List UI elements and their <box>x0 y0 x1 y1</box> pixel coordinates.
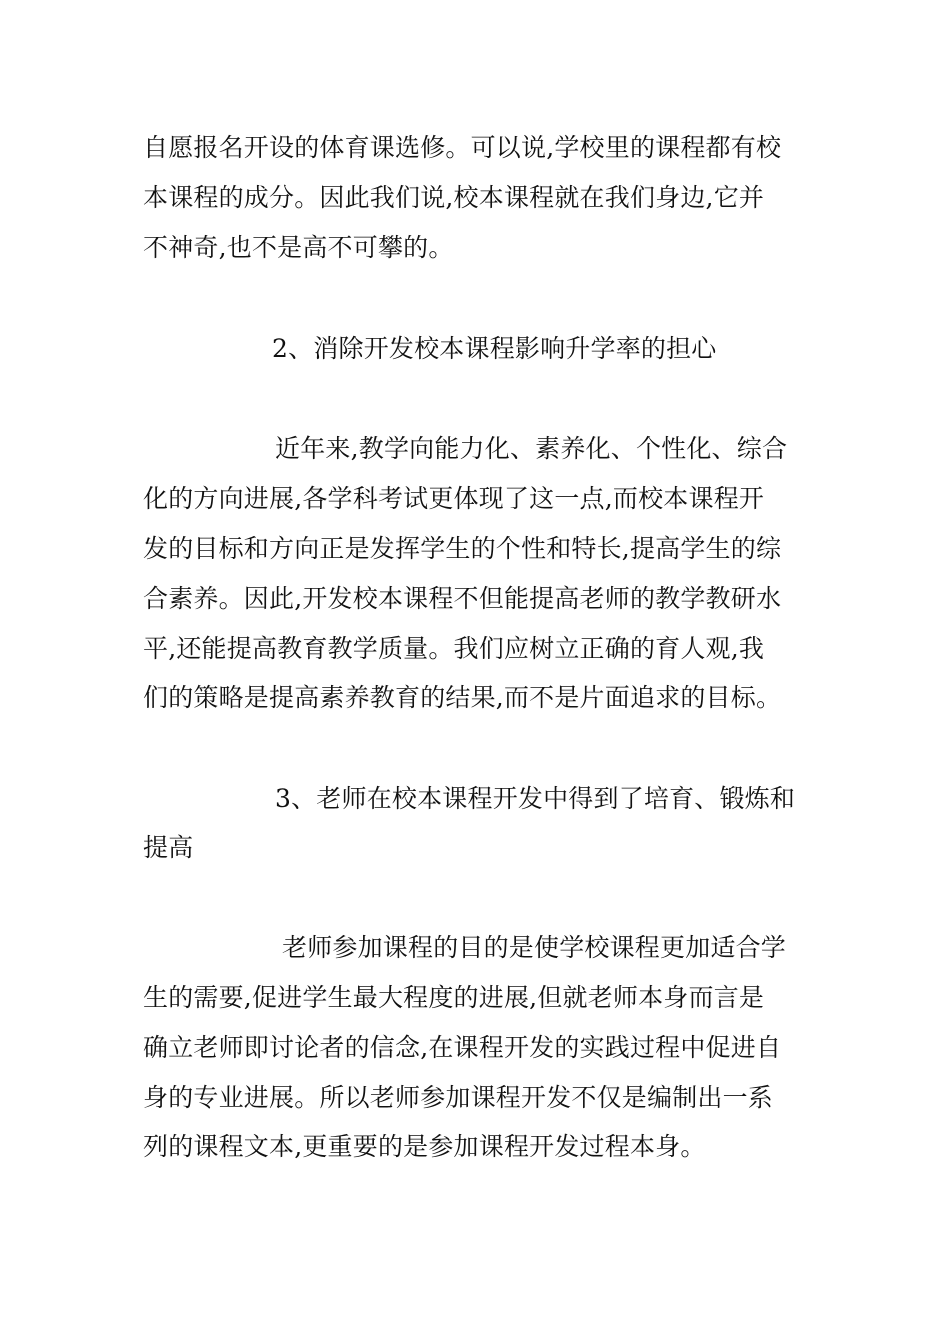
paragraph-line: 合素养。因此,开发校本课程不但能提高老师的教学教研水 <box>143 584 782 613</box>
paragraph-line: 不神奇,也不是高不可攀的。 <box>143 233 454 262</box>
paragraph-line: 自愿报名开设的体育课选修。可以说,学校里的课程都有校 <box>143 133 782 162</box>
paragraph-line: 生的需要,促进学生最大程度的进展,但就老师本身而言是 <box>143 983 765 1012</box>
paragraph-line: 本课程的成分。因此我们说,校本课程就在我们身边,它并 <box>143 183 765 212</box>
paragraph-line: 老师参加课程的目的是使学校课程更加适合学 <box>282 933 787 962</box>
paragraph-line: 列的课程文本,更重要的是参加课程开发过程本身。 <box>143 1132 706 1161</box>
heading-line: 3、老师在校本课程开发中得到了培育、锻炼和 <box>275 784 796 813</box>
heading-line: 提高 <box>143 833 194 862</box>
paragraph-line: 发的目标和方向正是发挥学生的个性和特长,提高学生的综 <box>143 534 782 563</box>
paragraph-line: 化的方向进展,各学科考试更体现了这一点,而校本课程开 <box>143 484 765 513</box>
paragraph-line: 身的专业进展。所以老师参加课程开发不仅是编制出一系 <box>143 1083 774 1112</box>
section-heading-2: 2、消除开发校本课程影响升学率的担心 <box>272 334 717 363</box>
paragraph-line: 确立老师即讨论者的信念,在课程开发的实践过程中促进自 <box>143 1033 782 1062</box>
paragraph-line: 平,还能提高教育教学质量。我们应树立正确的育人观,我 <box>143 634 765 663</box>
paragraph-line: 们的策略是提高素养教育的结果,而不是片面追求的目标。 <box>143 683 782 712</box>
paragraph-line: 近年来,教学向能力化、素养化、个性化、综合 <box>275 434 788 463</box>
